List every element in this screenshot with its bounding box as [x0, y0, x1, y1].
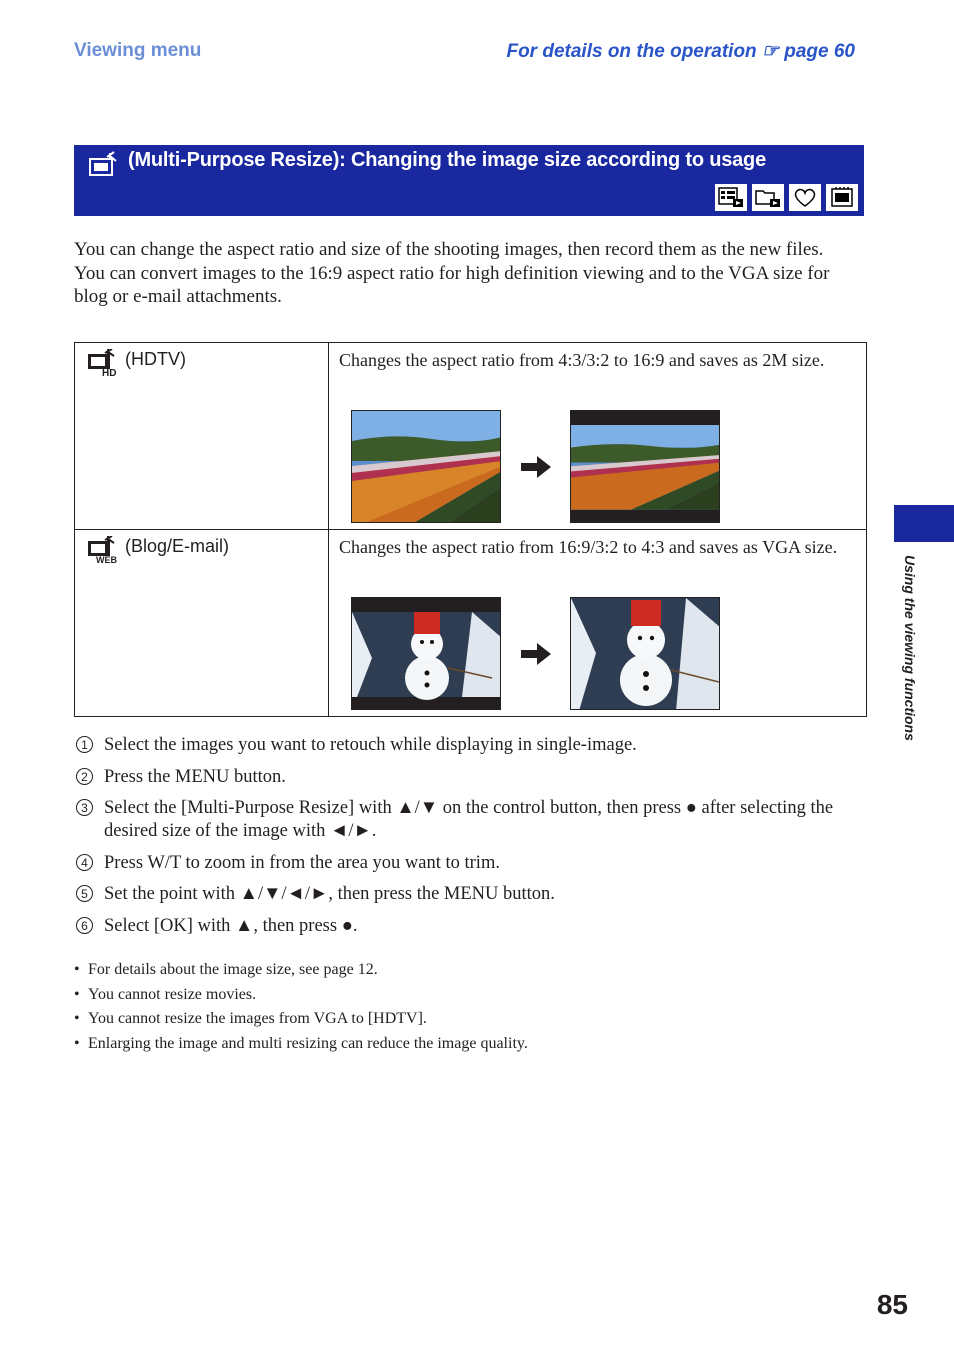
step-text: Press W/T to zoom in from the area you want to trim.: [104, 852, 500, 873]
step-text: Press the MENU button.: [104, 766, 286, 787]
multi-resize-icon: [88, 151, 118, 177]
list-item: [74, 766, 864, 789]
option-description-cell: [329, 530, 867, 717]
svg-text:HD: HD: [102, 368, 117, 377]
section-banner: [74, 145, 864, 216]
step-text: Select [OK] with ▲, then press ●.: [104, 915, 358, 936]
list-item: [74, 734, 864, 757]
flower-field-photo-after: [570, 410, 720, 523]
svg-text:WEB: WEB: [96, 555, 117, 564]
chapter-tab: [894, 505, 954, 542]
table-row: [75, 343, 867, 530]
option-description-cell: [329, 343, 867, 530]
step-number: 5: [76, 885, 93, 902]
folder-play-icon: [752, 184, 784, 211]
chapter-label-text: Using the viewing functions: [902, 555, 918, 741]
list-item: [74, 852, 864, 875]
step-number: 4: [76, 854, 93, 871]
arrow-right-icon: [521, 455, 551, 479]
snowman-photo-after: [570, 597, 720, 710]
step-number: 6: [76, 917, 93, 934]
chapter-label: [898, 555, 922, 777]
notes-list: [74, 958, 864, 1057]
list-item: • You cannot resize movies.: [74, 983, 864, 1008]
table-row: [75, 530, 867, 717]
section-title: Viewing menu: [74, 40, 202, 61]
details-link[interactable]: For details on the operation ☞ page 60: [506, 41, 855, 62]
option-label-cell: [75, 343, 329, 530]
banner-title: (Multi-Purpose Resize): Changing the image size according to usage: [128, 149, 767, 171]
step-number: 3: [76, 799, 93, 816]
list-item: • For details about the image size, see page 12.: [74, 958, 864, 983]
step-text: Select the images you want to retouch while displaying in single-image.: [104, 735, 637, 755]
web-resize-icon: [87, 536, 121, 564]
step-number: 2: [76, 768, 93, 785]
favorite-icon: [789, 184, 821, 211]
page-number: 85: [876, 1289, 908, 1320]
option-description: Changes the aspect ratio from 16:9/3:2 to 4:3 and saves as VGA size.: [339, 537, 838, 557]
intro-paragraph-2: You can convert images to the 16:9 aspect ratio for high definition viewing and to the VGA size for blog or e-mail attachments.: [74, 262, 830, 307]
list-item: • You cannot resize the images from VGA to [HDTV].: [74, 1007, 864, 1032]
step-text: Set the point with ▲/▼/◄/►, then press the MENU button.: [104, 884, 555, 904]
list-item: [74, 883, 864, 906]
list-item: • Enlarging the image and multi resizing can reduce the image quality.: [74, 1032, 864, 1057]
index-play-icon: [715, 184, 747, 211]
option-label: (HDTV): [125, 349, 186, 369]
mode-icons: [715, 184, 858, 211]
list-item: [74, 797, 864, 843]
flower-field-photo-before: [351, 410, 501, 523]
step-number: 1: [76, 736, 93, 753]
option-label: (Blog/E-mail): [125, 536, 230, 556]
list-item: [74, 915, 864, 938]
option-description: Changes the aspect ratio from 4:3/3:2 to 16:9 and saves as 2M size.: [339, 350, 825, 370]
step-text: Select the [Multi-Purpose Resize] with ▲/▼ on the control button, then press ● after selecting the desired size of the image with ◄/►.: [104, 798, 834, 841]
option-label-cell: [75, 530, 329, 717]
snowman-photo-before: [351, 597, 501, 710]
memory-play-icon: [826, 184, 858, 211]
intro-paragraph-1: You can change the aspect ratio and size of the shooting images, then record them as the new files.: [74, 239, 824, 260]
procedure-steps: [74, 734, 864, 946]
resize-options-table: [74, 342, 867, 717]
arrow-right-icon: [521, 642, 551, 666]
hdtv-resize-icon: [87, 349, 121, 377]
intro-text: [74, 238, 864, 309]
